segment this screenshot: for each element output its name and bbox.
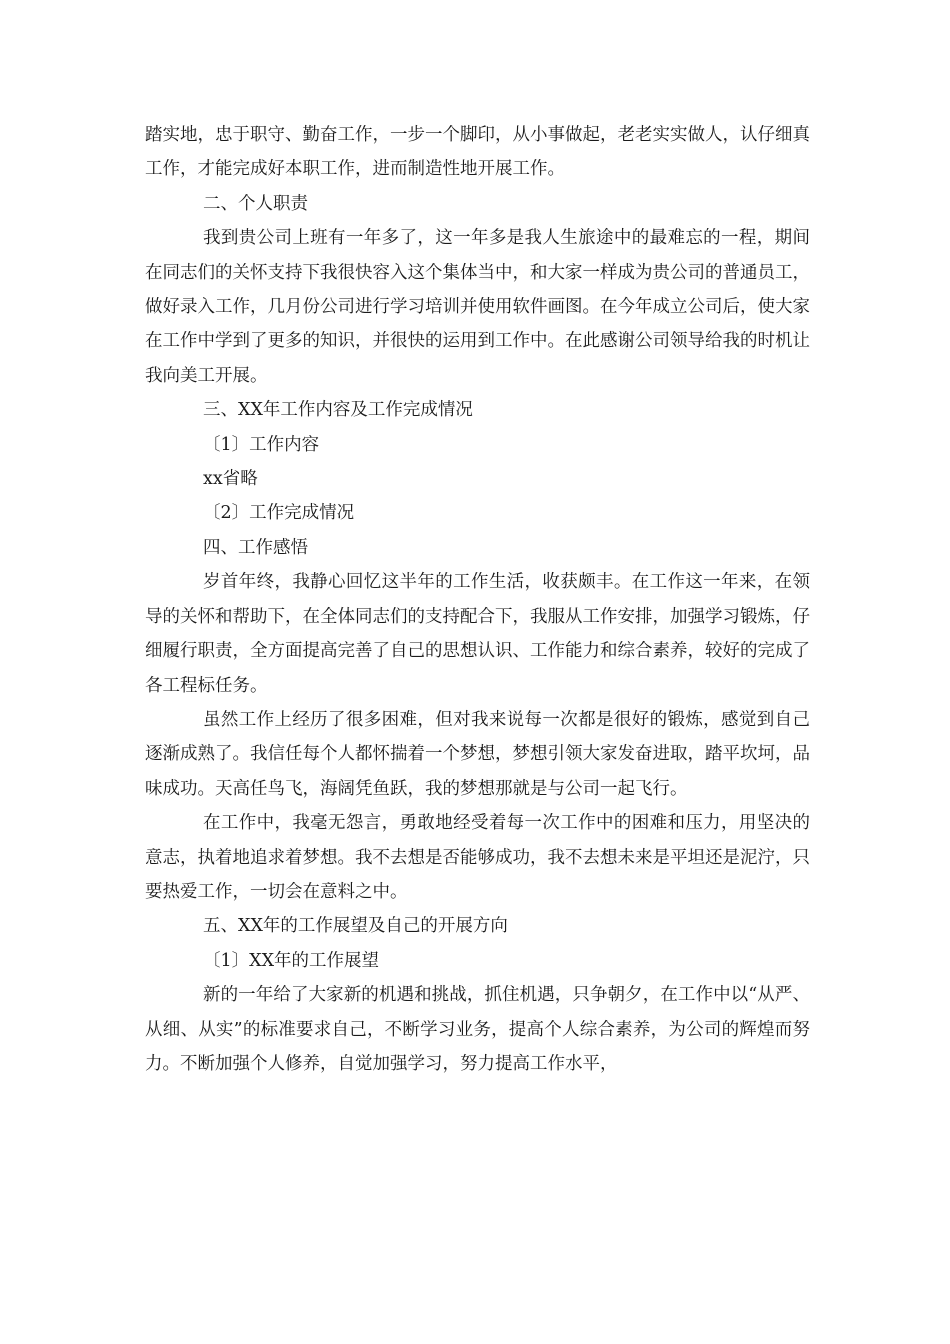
paragraph-continuation: 踏实地，忠于职守、勤奋工作，一步一个脚印，从小事做起，老老实实做人，认仔细真工作，才能完成好本职工作，进而制造性地开展工作。 — [145, 125, 810, 180]
section-heading-outlook: 五、XX年的工作展望及自己的开展方向 — [203, 916, 508, 937]
document-body — [145, 118, 810, 1081]
paragraph-reflections-1: 岁首年终，我静心回忆这半年的工作生活，收获颇丰。在工作这一年来，在领导的关怀和帮助下，在全体同志们的支持配合下，我服从工作安排，加强学习锻炼，仔细履行职责，全方面提高完善了自己的思想认识、工作能力和综合素养，较好的完成了各工程标任务。 — [145, 572, 810, 696]
paragraph-outlook: 新的一年给了大家新的机遇和挑战，抓住机遇，只争朝夕，在工作中以“从严、从细、从实”的标准要求自己，不断学习业务，提高个人综合素养，为公司的辉煌而努力。不断加强个人修养，自觉加强学习，努力提高工作水平， — [145, 985, 810, 1074]
paragraph-personal-duties: 我到贵公司上班有一年多了，这一年多是我人生旅途中的最难忘的一程，期间在同志们的关怀支持下我很快容入这个集体当中，和大家一样成为贵公司的普通员工，做好录入工作，几月份公司进行学习培训并使用软件画图。在今年成立公司后，使大家在工作中学到了更多的知识，并很快的运用到工作中。在此感谢公司领导给我的时机让我向美工开展。 — [145, 228, 810, 386]
omitted-note: xx省略 — [203, 469, 258, 490]
section-heading-personal-duties: 二、个人职责 — [203, 193, 308, 214]
subheading-outlook: 〔1〕XX年的工作展望 — [203, 950, 380, 971]
section-heading-reflections: 四、工作感悟 — [203, 537, 308, 558]
paragraph-reflections-2: 虽然工作上经历了很多困难，但对我来说每一次都是很好的锻炼，感觉到自己逐渐成熟了。我信任每个人都怀揣着一个梦想，梦想引领大家发奋进取，踏平坎坷，品味成功。天高任鸟飞，海阔凭鱼跃，我的梦想那就是与公司一起飞行。 — [145, 709, 810, 799]
subheading-work-content: 〔1〕工作内容 — [203, 434, 320, 455]
subheading-completion: 〔2〕工作完成情况 — [203, 503, 355, 524]
paragraph-reflections-3: 在工作中，我毫无怨言，勇敢地经受着每一次工作中的困难和压力，用坚决的意志，执着地追求着梦想。我不去想是否能够成功，我不去想未来是平坦还是泥泞，只要热爱工作，一切会在意料之中。 — [145, 813, 810, 902]
section-heading-work-content: 三、XX年工作内容及工作完成情况 — [203, 400, 473, 421]
